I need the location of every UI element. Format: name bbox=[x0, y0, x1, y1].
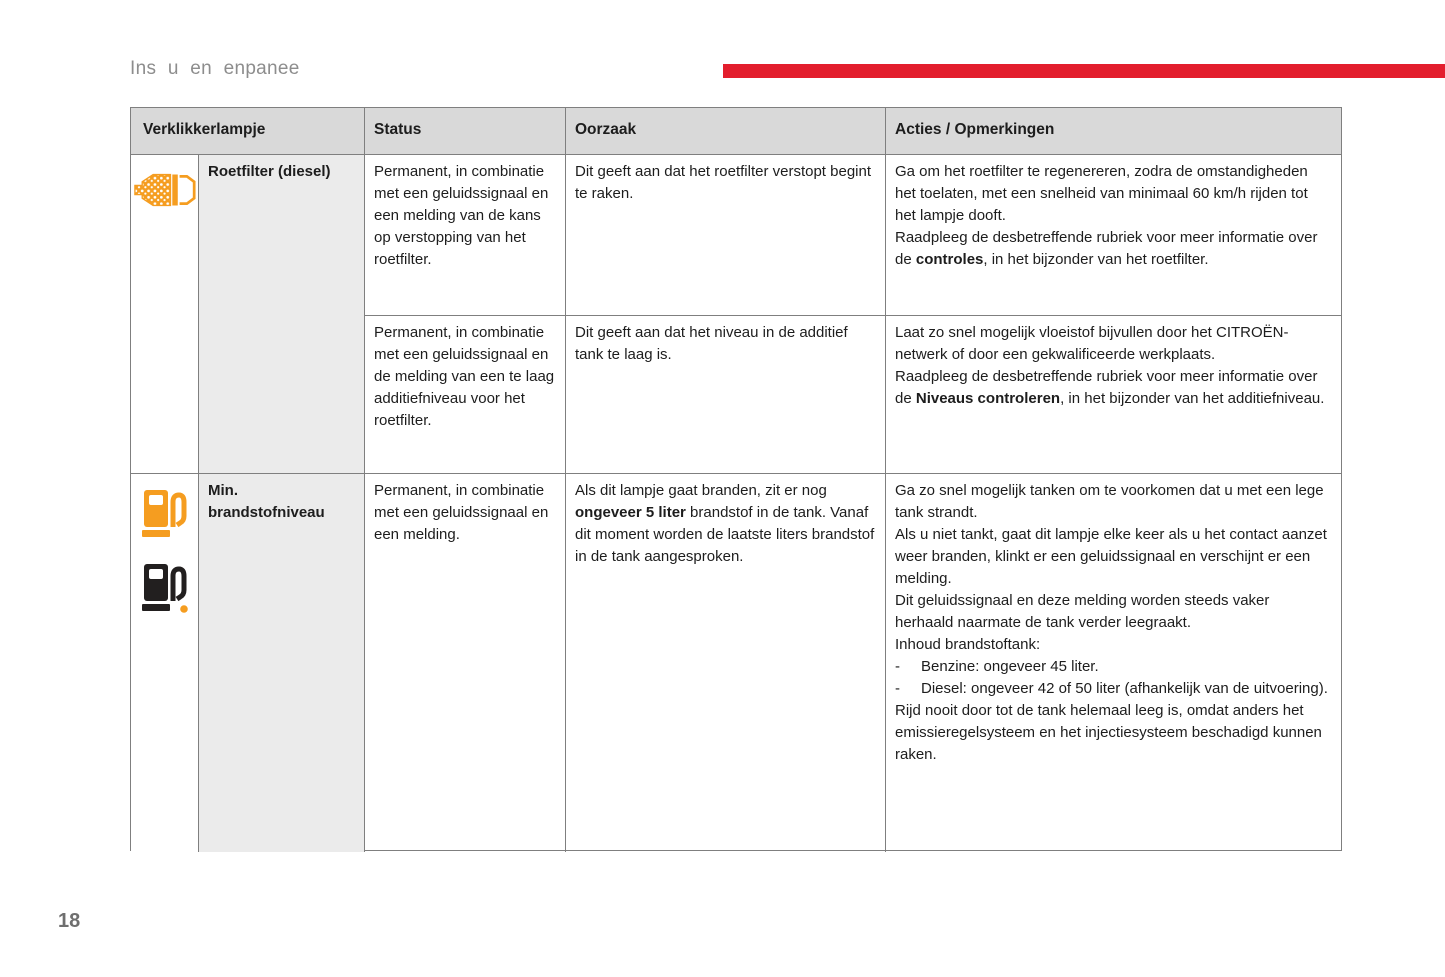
column-header-cause: Oorzaak bbox=[566, 108, 886, 155]
low-fuel-dot bbox=[180, 605, 188, 613]
fuel-cause: Als dit lampje gaat branden, zit er nog ongeveer 5 liter brandstof in de tank. Vanaf dit moment worden de laatste liters brandstof in de tank aangesproken. bbox=[566, 474, 886, 852]
fuel-status: Permanent, in combinatie met een geluidssignaal en een melding. bbox=[365, 474, 566, 852]
lamp-label: Min. brandstofniveau bbox=[208, 482, 325, 521]
column-header-status: Status bbox=[365, 108, 566, 155]
fuel-actions: Ga zo snel mogelijk tanken om te voorkomen dat u met een lege tank strandt. Als u niet tankt, gaat dit lampje elke keer als u het contact aanzet weer branden, klinkt er een geluidssignaal en verschijnt er een melding. Dit geluidssignaal en deze melding worden steeds vaker herhaald naarmate de tank verder leegraakt. Inhoud brandstoftank: - Benzine: ongeveer 45 liter. - Diesel: ongeveer 42 of 50 liter (afhankelijk van de uitvoering). Rijd nooit door tot de tank helemaal leeg is, omdat anders het emissieregelsysteem en het injectiesysteem beschadigd kunnen raken. bbox=[886, 474, 1341, 852]
roetfilter-label-cell bbox=[199, 155, 365, 474]
warning-lamps-table bbox=[130, 107, 1342, 851]
page-number: 18 bbox=[58, 910, 81, 932]
roetfilter-actions-2: Laat zo snel mogelijk vloeistof bijvullen door het CITROËN-netwerk of door een gekwalificeerde werkplaats. Raadpleeg de desbetreffende rubriek voor meer informatie over de Niveaus controleren, in het bijzonder van het additiefniveau. bbox=[886, 316, 1341, 474]
roetfilter-actions-1: Ga om het roetfilter te regenereren, zodra de omstandigheden het toelaten, met een snelheid van minimaal 60 km/h rijden tot het lampje dooft. Raadpleeg de desbetreffende rubriek voor meer informatie over de controles, in het bijzonder van het roetfilter. bbox=[886, 155, 1341, 316]
list-item-diesel: - Diesel: ongeveer 42 of 50 liter (afhankelijk van de uitvoering). bbox=[895, 680, 1328, 697]
fuel-pump-black-icon bbox=[142, 562, 188, 614]
column-header-actions: Acties / Opmerkingen bbox=[886, 108, 1341, 155]
page-title: Ins u en enpanee bbox=[130, 58, 300, 79]
red-accent-bar bbox=[723, 64, 1445, 78]
roetfilter-cause-2: Dit geeft aan dat het niveau in de additief tank te laag is. bbox=[566, 316, 886, 474]
fuel-icon-cell bbox=[131, 474, 199, 852]
column-header-lamp: Verklikkerlampje bbox=[131, 108, 365, 155]
list-item-benzine: - Benzine: ongeveer 45 liter. bbox=[895, 658, 1099, 675]
roetfilter-status-1: Permanent, in combinatie met een geluidssignaal en een melding van de kans op verstopping van het roetfilter. bbox=[365, 155, 566, 316]
fuel-label-cell bbox=[199, 474, 365, 852]
fuel-pump-orange-icon bbox=[142, 488, 188, 540]
roetfilter-cause-1: Dit geeft aan dat het roetfilter verstopt begint te raken. bbox=[566, 155, 886, 316]
lamp-label: Roetfilter (diesel) bbox=[208, 163, 331, 180]
roetfilter-icon-cell bbox=[131, 155, 199, 474]
diesel-particulate-filter-icon bbox=[134, 169, 196, 211]
roetfilter-status-2: Permanent, in combinatie met een geluidssignaal en de melding van een te laag additiefniveau voor het roetfilter. bbox=[365, 316, 566, 474]
